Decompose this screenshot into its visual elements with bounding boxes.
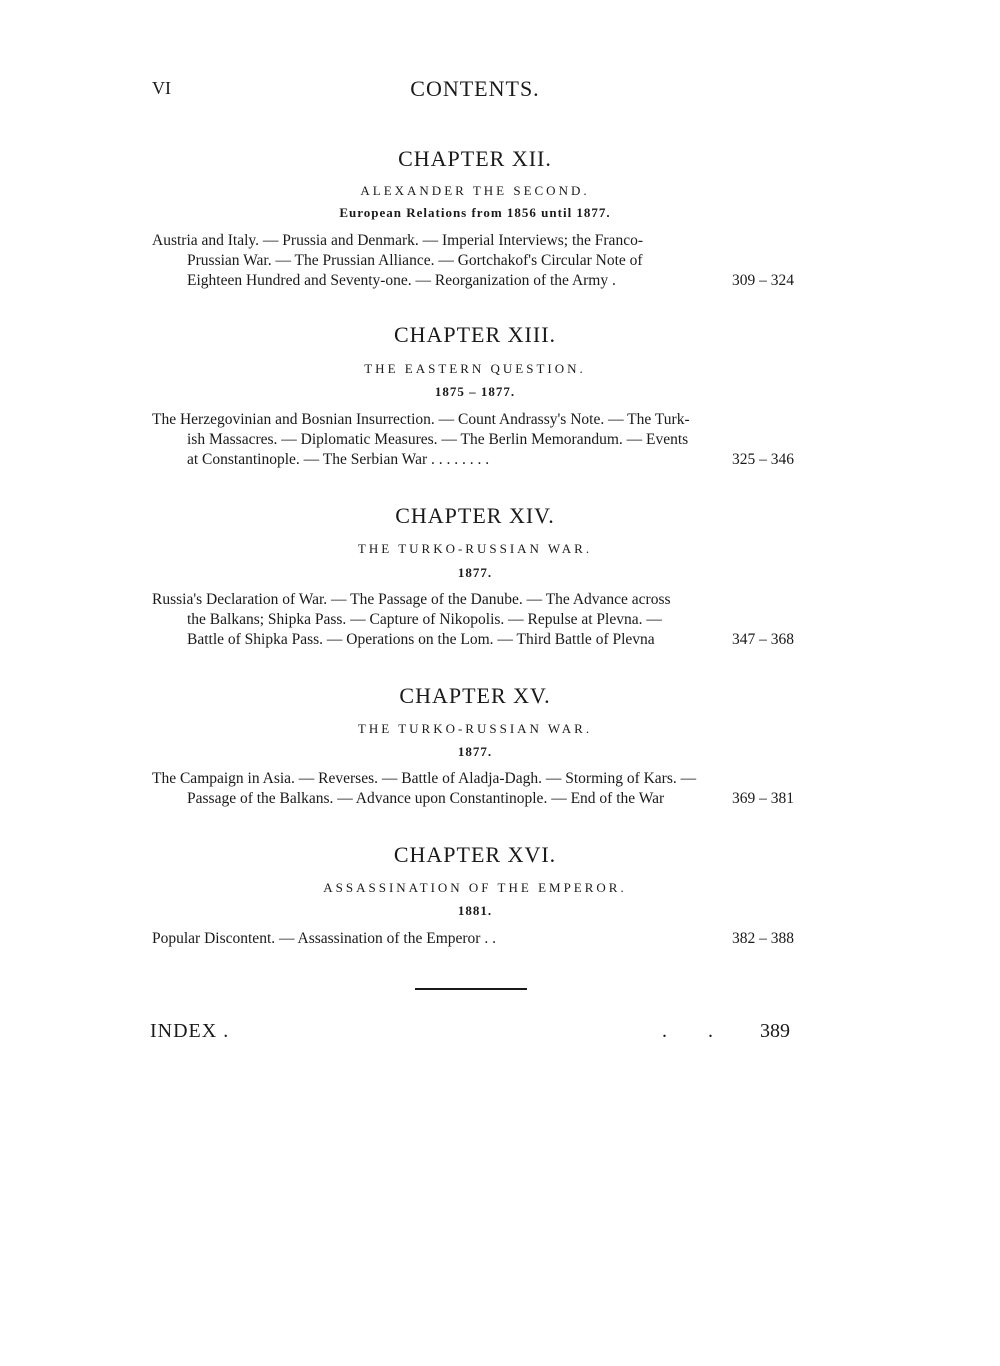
chapter-contents	[152, 769, 794, 809]
chapter-subtitle: European Relations from 1856 until 1877.	[339, 205, 611, 220]
contents-line: ish Massacres. — Diplomatic Measures. — The Berlin Memorandum. — Events	[187, 431, 689, 448]
index-page-number: 389	[760, 1020, 790, 1042]
contents-line: 369 – 381 Passage of the Balkans. — Advance upon Constantinople. — End of the War	[187, 790, 794, 807]
contents-line: 309 – 324 Eighteen Hundred and Seventy-one. — Reorganization of the Army .	[187, 272, 794, 289]
chapter-subtitle: 1877.	[457, 565, 493, 580]
chapter-title: ASSASSINATION OF THE EMPEROR.	[323, 880, 627, 895]
chapter-heading: CHAPTER XV.	[399, 683, 551, 708]
chapter-title: ALEXANDER THE SECOND.	[360, 183, 590, 198]
index-label: INDEX .	[150, 1020, 230, 1042]
contents-line: the Balkans; Shipka Pass. — Capture of Nikopolis. — Repulse at Plevna. —	[187, 611, 662, 628]
chapter-contents	[152, 929, 794, 949]
page-range: 369 – 381	[732, 790, 794, 807]
contents-line: The Campaign in Asia. — Reverses. — Battle of Aladja-Dagh. — Storming of Kars. —	[152, 770, 697, 787]
page-number: VI	[152, 78, 171, 98]
page-range: 347 – 368	[732, 631, 794, 648]
chapter-subtitle: 1877.	[457, 744, 493, 759]
chapter-contents	[152, 410, 794, 470]
contents-line: 347 – 368 Battle of Shipka Pass. — Operations on the Lom. — Third Battle of Plevna	[187, 631, 794, 648]
chapter-heading: CHAPTER XII.	[398, 146, 552, 171]
chapter-heading: CHAPTER XIV.	[395, 503, 555, 528]
contents-line: 382 – 388 Popular Discontent. — Assassination of the Emperor . .	[152, 930, 794, 947]
page-range: 382 – 388	[732, 930, 794, 947]
chapter-heading: CHAPTER XVI.	[393, 842, 557, 867]
chapter-subtitle: 1881.	[457, 903, 493, 918]
contents-line: Prussian War. — The Prussian Alliance. — Gortchakof's Circular Note of	[187, 252, 643, 269]
chapter-heading: CHAPTER XIII.	[393, 322, 557, 347]
chapter-title: THE TURKO-RUSSIAN WAR.	[357, 721, 593, 736]
page-range: 325 – 346	[732, 451, 794, 468]
chapter-contents	[152, 231, 794, 291]
contents-line: Russia's Declaration of War. — The Passage of the Danube. — The Advance across	[152, 591, 671, 608]
chapter-title: THE TURKO-RUSSIAN WAR.	[357, 541, 593, 556]
chapter-title: THE EASTERN QUESTION.	[364, 361, 586, 376]
chapter-subtitle: 1875 – 1877.	[434, 384, 516, 399]
contents-line: The Herzegovinian and Bosnian Insurrection. — Count Andrassy's Note. — The Turk-	[152, 411, 690, 428]
separator-rule	[415, 988, 527, 990]
running-head: CONTENTS.	[410, 76, 540, 101]
index-leader-dots: . .	[662, 1020, 731, 1042]
contents-line: Austria and Italy. — Prussia and Denmark. — Imperial Interviews; the Franco-	[152, 232, 643, 249]
contents-line: 325 – 346 at Constantinople. — The Serbian War . . . . . . . .	[187, 451, 794, 468]
chapter-contents	[152, 590, 794, 650]
page-range: 309 – 324	[732, 272, 794, 289]
